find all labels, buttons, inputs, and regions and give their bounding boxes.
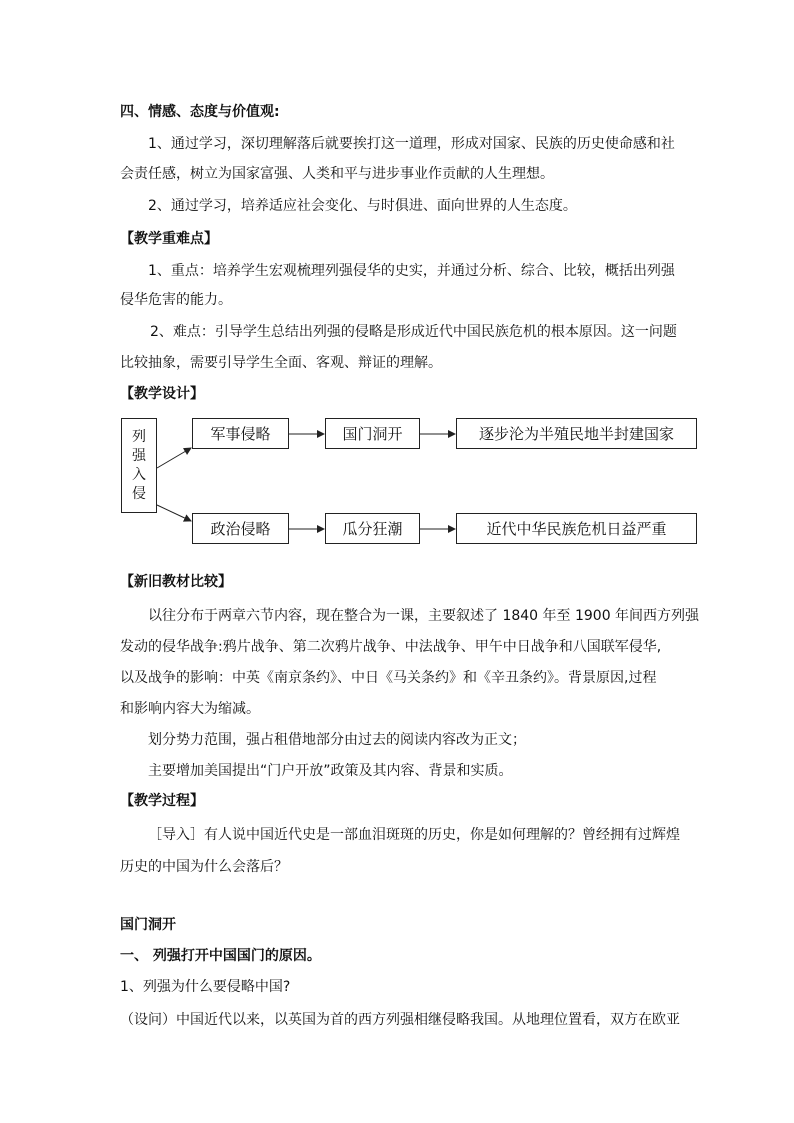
diagram-box-crisis: 近代中华民族危机日益严重 xyxy=(456,513,697,544)
section-heading: 【教学过程】 xyxy=(120,793,204,809)
lesson-section-heading: 一、 列强打开中国国门的原因。 xyxy=(120,948,321,964)
paragraph-line: 1、通过学习，深切理解落后就要挨打这一道理，形成对国家、民族的历史使命感和社 xyxy=(148,136,675,152)
question-line: 1、列强为什么要侵略中国? xyxy=(120,979,291,995)
paragraph-line: 历史的中国为什么会落后？ xyxy=(120,859,288,875)
paragraph-line: 1、重点：培养学生宏观梳理列强侵华的史实，并通过分析、综合、比较，概括出列强 xyxy=(148,263,675,279)
diagram-char: 侵 xyxy=(132,485,146,502)
diagram-char: 强 xyxy=(132,447,146,464)
paragraph-line: （设问）中国近代以来，以英国为首的西方列强相继侵略我国。从地理位置看，双方在欧亚 xyxy=(120,1012,680,1028)
section-heading: 【教学重难点】 xyxy=(120,231,218,247)
diagram-box-political: 政治侵略 xyxy=(192,513,289,544)
paragraph-line: 以及战争的影响：中英《南京条约》、中日《马关条约》和《辛丑条约》。背景原因,过程 xyxy=(120,670,657,686)
paragraph-line: ［导入］有人说中国近代史是一部血泪斑斑的历史，你是如何理解的？曾经拥有过辉煌 xyxy=(148,827,680,843)
arrow xyxy=(157,505,191,521)
diagram-box-gate-open: 国门洞开 xyxy=(325,418,420,449)
paragraph-line: 会责任感，树立为国家富强、人类和平与进步事业作贡献的人生理想。 xyxy=(120,166,554,182)
diagram-box-semi-colonial: 逐步沦为半殖民地半封建国家 xyxy=(456,418,697,449)
arrow xyxy=(157,448,191,468)
diagram-char: 列 xyxy=(132,428,146,445)
diagram-char: 入 xyxy=(132,466,146,483)
section-heading: 【教学设计】 xyxy=(120,386,204,402)
paragraph-line: 发动的侵华战争:鸦片战争、第二次鸦片战争、中法战争、甲午中日战争和八国联军侵华, xyxy=(120,639,662,655)
paragraph-line: 主要增加美国提出“门户开放”政策及其内容、背景和实质。 xyxy=(148,763,513,779)
paragraph-line: 和影响内容大为缩减。 xyxy=(120,701,260,717)
diagram-box-partition: 瓜分狂潮 xyxy=(325,513,420,544)
paragraph-line: 2、难点：引导学生总结出列强的侵略是形成近代中国民族危机的根本原因。这一问题 xyxy=(150,324,677,340)
paragraph-line: 以往分布于两章六节内容，现在整合为一课，主要叙述了 1840 年至 1900 年间西方列强 xyxy=(148,608,700,624)
lesson-title: 国门洞开 xyxy=(120,917,176,933)
paragraph-line: 比较抽象，需要引导学生全面、客观、辩证的理解。 xyxy=(120,355,442,371)
paragraph-line: 划分势力范围，强占租借地部分由过去的阅读内容改为正文； xyxy=(148,732,526,748)
paragraph-line: 侵华危害的能力。 xyxy=(120,292,232,308)
section-heading: 【新旧教材比较】 xyxy=(120,574,232,590)
paragraph-line: 2、通过学习，培养适应社会变化、与时俱进、面向世界的人生态度。 xyxy=(148,198,577,214)
diagram-box-military: 军事侵略 xyxy=(192,418,289,449)
section-heading: 四、情感、态度与价值观: xyxy=(120,104,280,120)
